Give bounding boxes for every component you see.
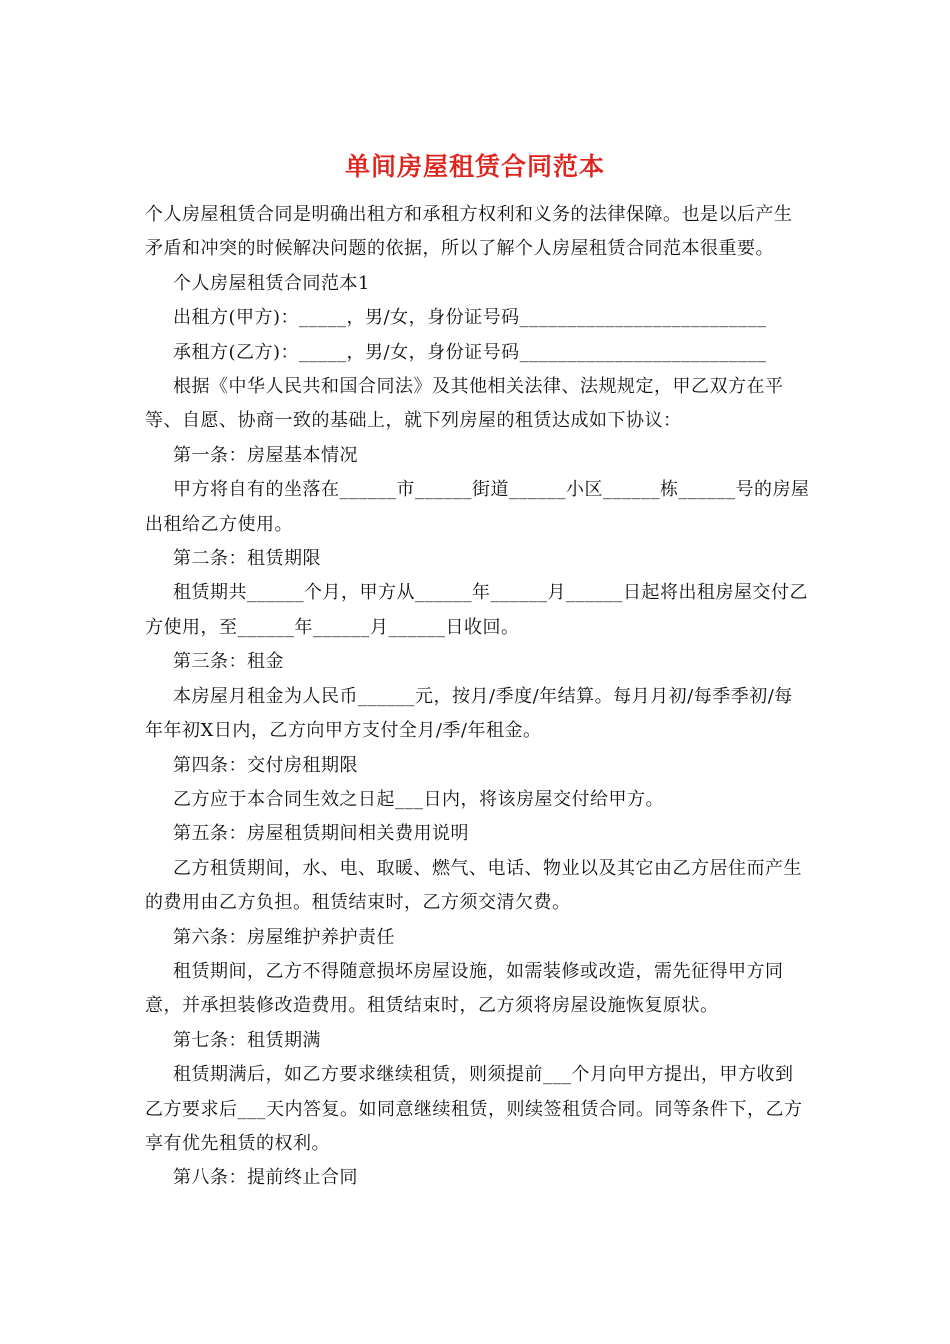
article-4-heading: 第四条：交付房租期限 <box>173 754 358 776</box>
article-5-body: 乙方租赁期间，水、电、取暖、燃气、电话、物业以及其它由乙方居住而产生的费用由乙方负担。租赁结束时，乙方须交清欠费。 <box>145 857 802 914</box>
article-3-heading: 第三条：租金 <box>173 651 284 673</box>
document-body <box>145 198 810 1196</box>
sample-heading: 个人房屋租赁合同范本1 <box>173 272 370 294</box>
document-title: 单间房屋租赁合同范本 <box>344 152 605 181</box>
article-7-body: 租赁期满后，如乙方要求继续租赁，则须提前___个月向甲方提出，甲方收到乙方要求后___天内答复。如同意继续租赁，则续签租赁合同。同等条件下，乙方享有优先租赁的权利。 <box>145 1064 803 1154</box>
article-1-heading: 第一条：房屋基本情况 <box>173 444 358 466</box>
article-2-heading: 第二条：租赁期限 <box>173 548 321 570</box>
article-3-body: 本房屋月租金为人民币______元，按月/季度/年结算。每月月初/每季季初/每年年初X日内，乙方向甲方支付全月/季/年租金。 <box>145 685 793 742</box>
intro-paragraph: 个人房屋租赁合同是明确出租方和承租方权利和义务的法律保障。也是以后产生矛盾和冲突的时候解决问题的依据，所以了解个人房屋租赁合同范本很重要。 <box>145 204 793 260</box>
article-5-heading: 第五条：房屋租赁期间相关费用说明 <box>173 823 469 845</box>
lessor-line: 出租方(甲方)：_____，男/女，身份证号码__________________________ <box>173 307 767 329</box>
article-4-body: 乙方应于本合同生效之日起___日内，将该房屋交付给甲方。 <box>173 788 664 810</box>
article-2-body: 租赁期共______个月，甲方从______年______月______日起将出租房屋交付乙方使用，至______年______月______日收回。 <box>145 582 808 638</box>
article-6-heading: 第六条：房屋维护养护责任 <box>173 926 395 948</box>
article-7-heading: 第七条：租赁期满 <box>173 1029 321 1051</box>
preamble-paragraph: 根据《中华人民共和国合同法》及其他相关法律、法规规定，甲乙双方在平等、自愿、协商一致的基础上，就下列房屋的租赁达成如下协议： <box>145 376 784 432</box>
article-8-heading: 第八条：提前终止合同 <box>173 1167 358 1189</box>
article-6-body: 租赁期间，乙方不得随意损坏房屋设施，如需装修或改造，需先征得甲方同意，并承担装修改造费用。租赁结束时，乙方须将房屋设施恢复原状。 <box>145 960 784 1017</box>
article-1-body: 甲方将自有的坐落在______市______街道______小区______栋______号的房屋出租给乙方使用。 <box>145 479 810 535</box>
lessee-line: 承租方(乙方)：_____，男/女，身份证号码__________________________ <box>173 341 767 363</box>
